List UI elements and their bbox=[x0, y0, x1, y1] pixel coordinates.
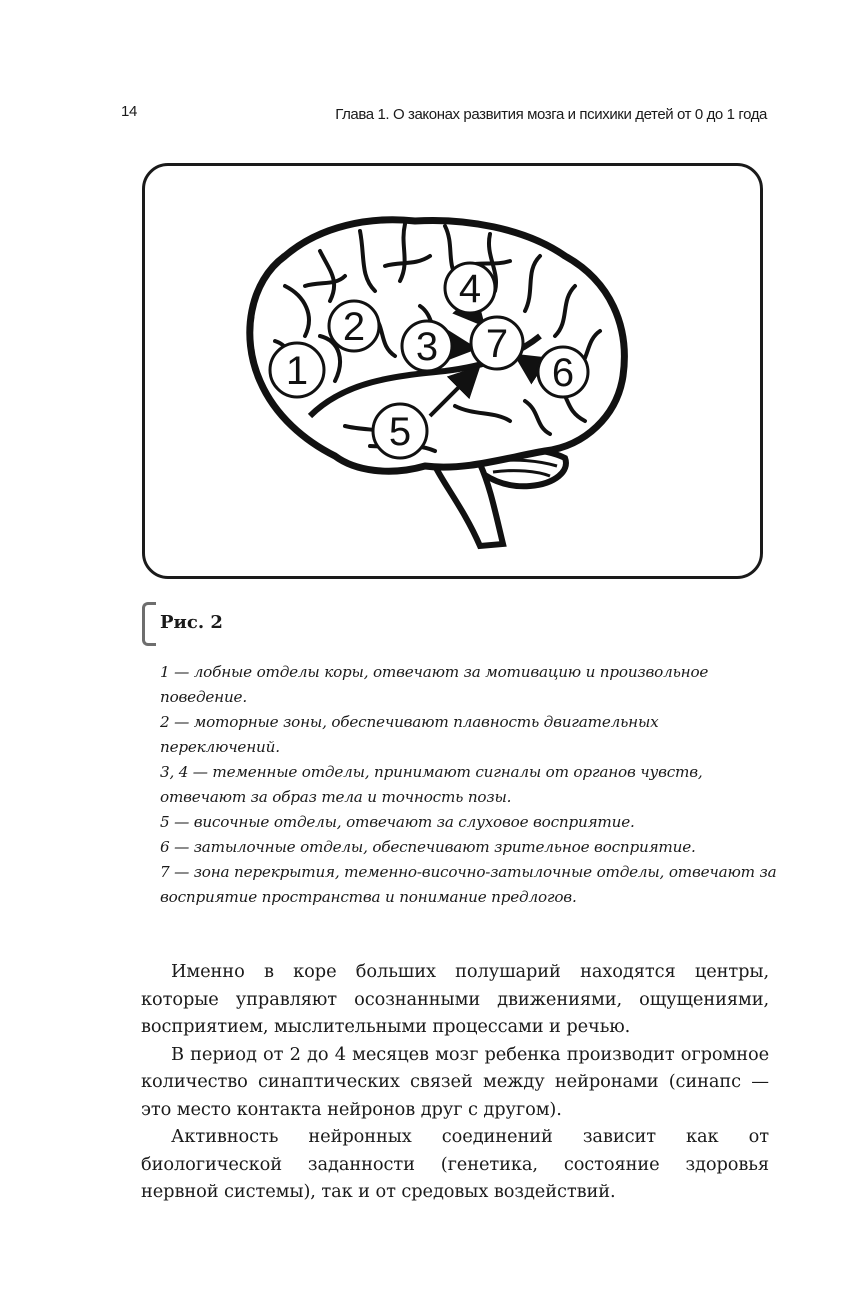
body-paragraph: Именно в коре больших полушарий находятся центры, которые управляют осознанными движениями, ощущениями, восприятием, мыслительными процессами и речью. bbox=[141, 961, 769, 1037]
zone-5-label: 5 bbox=[388, 410, 412, 454]
body-paragraph: В период от 2 до 4 месяцев мозг ребенка производит огромное количество синаптических связей между нейронами (синапс — это место контакта нейронов друг с другом). bbox=[141, 1043, 769, 1120]
zone-2-label: 2 bbox=[342, 305, 366, 349]
legend-item: 2 — моторные зоны, обеспечивают плавность двигательных переключений. bbox=[160, 713, 659, 756]
legend-item: 1 — лобные отделы коры, отвечают за мотивацию и произвольное поведение. bbox=[160, 663, 709, 706]
zone-7-label: 7 bbox=[485, 322, 509, 366]
running-head: Глава 1. О законах развития мозга и психики детей от 0 до 1 года bbox=[335, 106, 767, 123]
zone-3-marker bbox=[402, 321, 452, 371]
zone-5-marker bbox=[373, 404, 427, 458]
legend-item: 7 — зона перекрытия, теменно-височно-затылочные отделы, отвечают за восприятие пространства и понимание предлогов. bbox=[160, 863, 777, 906]
zone-3-label: 3 bbox=[415, 325, 439, 369]
body-paragraph: Активность нейронных соединений зависит как от биологической заданности (генетика, состояние здоровья нервной системы), так и от средовых воздействий. bbox=[141, 1126, 769, 1202]
zone-6-marker bbox=[538, 347, 588, 397]
figure-frame bbox=[142, 163, 763, 579]
body-text bbox=[141, 958, 769, 1206]
zone-1-label: 1 bbox=[285, 349, 309, 393]
legend-item: 6 — затылочные отделы, обеспечивают зрительное восприятие. bbox=[160, 838, 696, 856]
brain-illustration bbox=[145, 166, 760, 576]
zone-2-marker bbox=[329, 301, 379, 351]
zone-1-marker bbox=[270, 343, 324, 397]
zone-4-marker bbox=[445, 263, 495, 313]
figure-caption-title: Рис. 2 bbox=[160, 612, 223, 633]
legend-item: 5 — височные отделы, отвечают за слуховое восприятие. bbox=[160, 813, 635, 831]
caption-bracket bbox=[142, 602, 156, 646]
figure-legend bbox=[160, 660, 780, 910]
zone-6-label: 6 bbox=[551, 351, 575, 395]
zone-7-marker bbox=[471, 317, 523, 369]
zone-4-label: 4 bbox=[458, 267, 482, 311]
page-number: 14 bbox=[121, 103, 138, 120]
legend-item: 3, 4 — теменные отделы, принимают сигналы от органов чувств, отвечают за образ тела и точность позы. bbox=[160, 763, 703, 806]
